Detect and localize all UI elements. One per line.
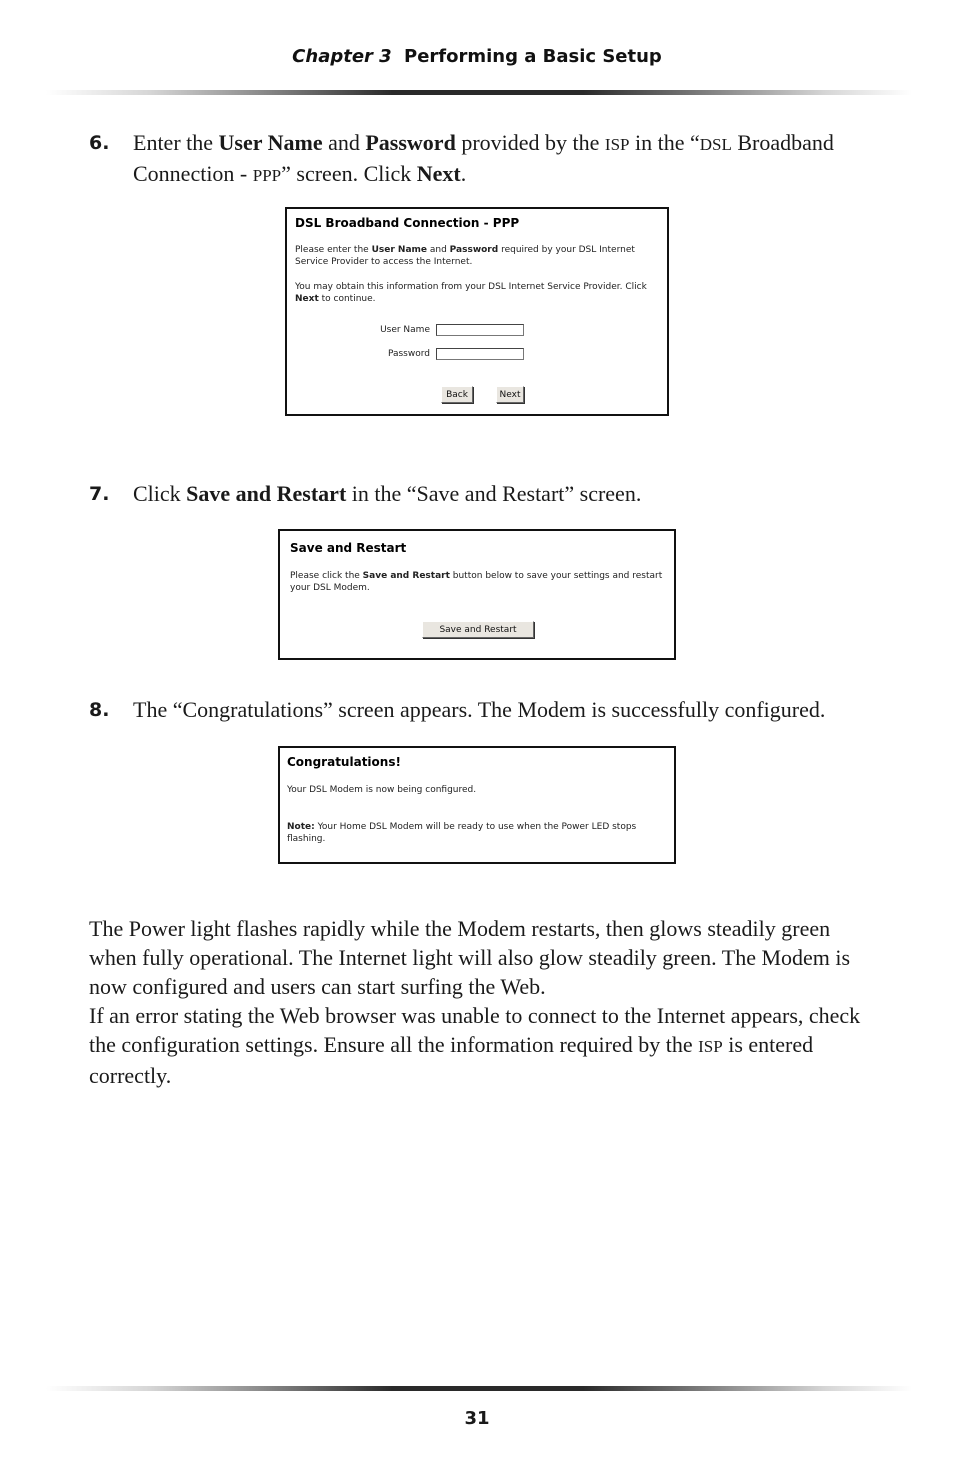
save-screen-title: Save and Restart bbox=[290, 541, 407, 555]
congrats-title: Congratulations! bbox=[287, 755, 401, 769]
footer-rule bbox=[46, 1386, 912, 1391]
next-button[interactable]: Next bbox=[496, 386, 524, 403]
running-header bbox=[0, 46, 954, 67]
password-label: Password bbox=[387, 349, 430, 359]
step-number: 6. bbox=[89, 132, 110, 154]
step-number: 7. bbox=[89, 483, 110, 505]
step-text: Enter the User Name and Password provided by the ISP in the “DSL Broadband Connection - PPP” screen. Click Next. bbox=[133, 130, 834, 186]
error-paragraph: If an error stating the Web browser was unable to connect to the Internet appears, check the configuration settings. Ensure all the information required by the ISP is entered correctly. bbox=[89, 1003, 861, 1088]
ppp-screen bbox=[285, 207, 669, 416]
chapter-label: Chapter 3 bbox=[292, 46, 392, 67]
step-7 bbox=[89, 479, 879, 508]
congratulations-screen bbox=[278, 746, 676, 864]
step-text: Click Save and Restart in the “Save and Restart” screen. bbox=[133, 481, 642, 506]
page-number: 31 bbox=[464, 1408, 490, 1429]
chapter-title: Performing a Basic Setup bbox=[404, 46, 662, 67]
ppp-screen-title: DSL Broadband Connection - PPP bbox=[295, 216, 520, 230]
step-6 bbox=[89, 128, 879, 190]
congrats-message: Your DSL Modem is now being configured. bbox=[287, 785, 477, 795]
step-number: 8. bbox=[89, 699, 110, 721]
step-8 bbox=[89, 695, 889, 724]
back-button[interactable]: Back bbox=[441, 386, 473, 403]
username-label: User Name bbox=[380, 325, 430, 335]
header-rule bbox=[46, 90, 912, 95]
save-restart-screen bbox=[278, 529, 676, 660]
ppp-info: You may obtain this information from your DSL Internet Service Provider. Click Next to continue. bbox=[295, 282, 647, 304]
ppp-instructions: Please enter the User Name and Password required by your DSL Internet Service Provider to access the Internet. bbox=[295, 245, 635, 267]
congrats-note: Note: Your Home DSL Modem will be ready to use when the Power LED stops flashing. bbox=[287, 822, 637, 844]
username-row bbox=[370, 324, 524, 336]
password-input[interactable] bbox=[436, 348, 524, 360]
save-and-restart-button[interactable]: Save and Restart bbox=[422, 621, 534, 638]
username-input[interactable] bbox=[436, 324, 524, 336]
password-row bbox=[370, 348, 524, 360]
save-instructions: Please click the Save and Restart button below to save your settings and restart your DSL Modem. bbox=[290, 571, 663, 593]
power-light-paragraph: The Power light flashes rapidly while the Modem restarts, then glows steadily green when fully operational. The Internet light will also glow steadily green. The Modem is now configured and users can start surfing the Web. bbox=[89, 916, 851, 999]
step-text: The “Congratulations” screen appears. The Modem is successfully configured. bbox=[133, 697, 826, 722]
